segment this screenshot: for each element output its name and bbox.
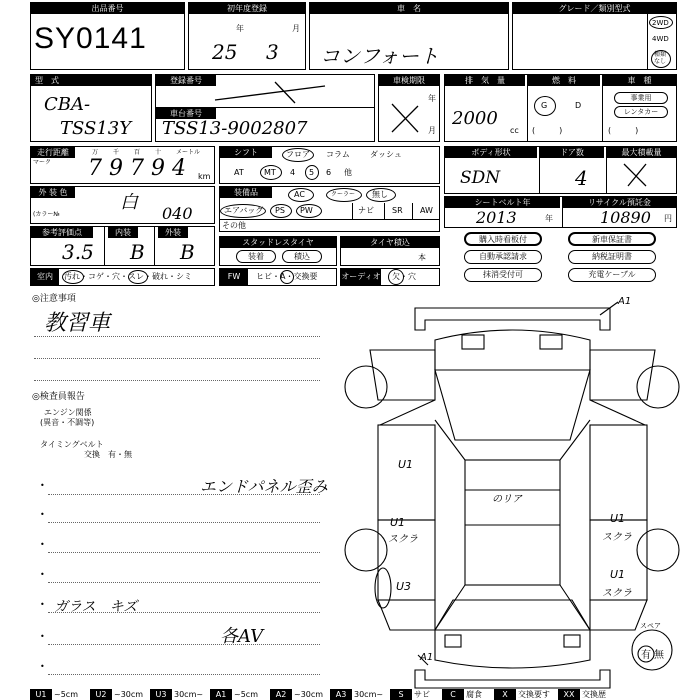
equip-pw: PW (300, 206, 313, 215)
u3-mark-oval (375, 568, 391, 608)
doors-value: 4 (575, 166, 588, 190)
inspect-line-4 (48, 582, 320, 583)
spare-label: スペア (640, 622, 661, 630)
fuel-paren: ( ) (532, 126, 563, 135)
car-type-label: 車 種 (603, 75, 676, 86)
mileage-unit-1: 千 (113, 149, 120, 156)
model-label: 型 式 (31, 75, 151, 86)
room-scuff-circle (128, 270, 148, 284)
inspect-line-6 (48, 644, 320, 645)
bullet-5: • (40, 600, 45, 609)
inspection-month-unit: 月 (428, 126, 436, 135)
equip-ac: AC (294, 190, 305, 199)
mileage-digit-3: 9 (151, 156, 165, 181)
doc-warranty: 新車保証書 (568, 232, 656, 246)
mark-right-4: スクラ (602, 588, 632, 599)
displacement-value: 2000 (452, 108, 498, 129)
mileage-digit-4: 4 (172, 156, 186, 181)
bullet-6: • (40, 632, 45, 641)
equip-cooler: クーラー (331, 191, 356, 198)
doc-purchase-sign: 購入時看板付 (464, 232, 542, 246)
body-divider-2 (606, 147, 607, 193)
audio-items: 欠・穴 (392, 272, 416, 281)
front-fender-left (370, 350, 435, 400)
body-value: SDN (460, 168, 501, 188)
car-type-paren: ( ) (608, 126, 639, 135)
reg-cross-mark (210, 78, 330, 106)
spare-circle (632, 630, 672, 670)
spare-no: 無 (654, 650, 664, 661)
doc-tax-cert: 納税証明書 (568, 250, 656, 264)
rear-fender-right (590, 600, 647, 630)
legend-value-7: 腐食 (466, 690, 482, 699)
fuel-label: 燃 料 (528, 75, 600, 86)
fuel-g: G (541, 101, 548, 110)
mark-left-mid: U1 (398, 458, 414, 471)
note-training-car: 教習車 (44, 311, 111, 336)
score-label: 参考評価点 (31, 227, 93, 238)
mileage-unit-2: 百 (134, 149, 141, 156)
seatbelt-divider (562, 197, 563, 227)
mark-right-1: U1 (610, 512, 626, 525)
legend-value-8: 交換要す (518, 690, 550, 699)
studless-mounted: 装着 (236, 250, 276, 263)
wheel-rear-left (345, 529, 387, 571)
mark-left-low-2: スクラ (388, 534, 418, 545)
fw-a-circle (280, 270, 294, 284)
mileage-unit-3: 十 (155, 149, 162, 156)
bullet-2: • (40, 510, 45, 519)
bullet-4: • (40, 570, 45, 579)
timing-label: タイミングベルト (40, 440, 104, 449)
equip-other: その他 (222, 221, 246, 230)
shift-dash: ダッシュ (370, 150, 402, 159)
km-unit: km (198, 172, 211, 181)
legend-key-2: U3 (150, 689, 172, 700)
inspection-year-unit: 年 (428, 94, 436, 103)
tail-lamp-right (564, 635, 580, 647)
rear-window (435, 600, 590, 630)
interior-label: 内装 (108, 227, 138, 238)
equip-sr: SR (392, 206, 403, 215)
interior-value: B (130, 240, 145, 264)
lot-number: SY0141 (34, 22, 147, 55)
fuel-divider-2 (602, 75, 603, 141)
inspect-line-2 (48, 522, 320, 523)
exterior-label: 外装 (158, 227, 188, 238)
car-type-rental: レンタカー (614, 106, 668, 118)
a-pillar-left (380, 400, 435, 425)
wheel-rear-right (637, 529, 679, 571)
grade-divider (647, 14, 648, 70)
mileage-mark-label: マーク (33, 159, 52, 166)
inspect-glass: ガラス キズ (54, 599, 138, 615)
drive-none: 種類 なし (654, 51, 667, 65)
mark-left-low-1: U1 (390, 516, 406, 529)
engine-label: エンジン関係 (44, 408, 92, 417)
model-value-1: CBA- (44, 94, 91, 115)
audio-missing-circle (388, 269, 404, 285)
chassis-value: TSS13-9002807 (162, 118, 308, 139)
chassis-label: 車台番号 (156, 108, 216, 119)
spare-tire-label: タイヤ積込 (341, 237, 439, 248)
mileage-digit-2: 7 (130, 156, 144, 181)
inspect-each-av: 各AV (220, 626, 264, 647)
car-type-business: 事業用 (614, 92, 668, 104)
legend-key-5: A3 (330, 689, 352, 700)
shift-label: シフト (220, 147, 272, 158)
note-line-1 (34, 336, 320, 337)
reg-divider (156, 107, 374, 108)
legend-key-9: XX (558, 689, 580, 700)
legend-value-4: ~30cm (294, 690, 324, 699)
front-door-right (590, 425, 647, 520)
doc-cancel-ok: 抹消受付可 (464, 268, 542, 282)
legend-key-3: A1 (210, 689, 232, 700)
drive-2wd: 2WD (652, 19, 669, 27)
inspect-line-5 (48, 612, 320, 613)
equip-divider-3 (412, 203, 413, 219)
notes-title: ◎注意事項 (32, 294, 76, 304)
legend-key-4: A2 (270, 689, 292, 700)
room-items: 汚れ・コゲ・穴・スレ・破れ・シミ (64, 272, 192, 281)
color-code: 040 (162, 204, 193, 223)
score-value: 3.5 (62, 240, 94, 264)
mileage-unit-4: メートル (176, 149, 201, 156)
legend-key-0: U1 (30, 689, 52, 700)
car-name-label: 車 名 (310, 3, 508, 14)
mark-right-2: スクラ (602, 532, 632, 543)
tail-lamp-left (445, 635, 461, 647)
mark-left-bottom: U3 (396, 580, 412, 593)
front-door-left (378, 425, 435, 520)
equipment-label: 装備品 (220, 187, 272, 198)
legend-key-6: S (390, 689, 412, 700)
equip-none: 無し (372, 190, 388, 199)
front-fender-right (590, 350, 655, 400)
trunk (435, 630, 590, 668)
wheel-front-right (637, 366, 679, 408)
equip-navi: ナビ (358, 206, 374, 215)
rear-bumper (415, 670, 610, 688)
mark-rear: のリア (492, 494, 522, 505)
equip-aw: AW (420, 206, 433, 215)
shift-5: 5 (309, 168, 315, 177)
bullet-7: • (40, 662, 45, 671)
studless-label: スタッドレスタイヤ (220, 237, 336, 248)
rear-fender-left (378, 600, 435, 630)
recycle-value: 10890 (600, 208, 651, 227)
hood (435, 330, 590, 370)
legend-key-1: U2 (90, 689, 112, 700)
car-diagram (340, 290, 690, 690)
windshield (435, 370, 590, 440)
equip-ps: PS (275, 206, 285, 215)
car-name: コンフォート (320, 44, 439, 68)
legend-value-0: ~5cm (54, 690, 78, 699)
seatbelt-label: シートベルト年 (445, 197, 560, 208)
spare-yes: 有 (641, 650, 651, 661)
reg-year-unit: 年 (236, 24, 244, 33)
capacity-label: 最大積載量 (607, 147, 676, 158)
shift-at: AT (234, 168, 244, 177)
capacity-cross-mark (620, 160, 650, 190)
legend-value-3: ~5cm (234, 690, 258, 699)
seatbelt-unit: 年 (545, 214, 553, 223)
inspect-line-7 (48, 674, 320, 675)
audio-label: オーディオ (341, 269, 381, 285)
mark-a1-bottom: A1 (420, 652, 434, 663)
shift-floor: フロア (286, 150, 310, 159)
inspection-cross-mark (388, 100, 422, 136)
legend-key-7: C (442, 689, 464, 700)
reg-month-unit: 月 (292, 24, 300, 33)
score-divider-2 (154, 227, 155, 265)
fw-items: ヒビ・A・交換要 (256, 272, 318, 281)
first-registration-label: 初年度登録 (189, 3, 305, 14)
color-code-label: (カラー№ (33, 211, 60, 218)
legend-value-2: 30cm~ (174, 690, 204, 699)
seatbelt-value: 2013 (476, 208, 517, 227)
drive-4wd: 4WD (652, 35, 669, 43)
legend-value-5: 30cm~ (354, 690, 384, 699)
equip-airbag: エアバッグ (224, 206, 264, 215)
shift-column: コラム (326, 150, 350, 159)
front-grille-left (462, 335, 484, 349)
shift-other: 他 (344, 168, 352, 177)
equip-divider-h (220, 219, 439, 220)
bullet-1: • (40, 481, 45, 490)
note-line-3 (34, 380, 320, 381)
doors-label: ドア数 (540, 147, 604, 158)
legend-key-8: X (494, 689, 516, 700)
legend-value-6: サビ (414, 690, 430, 699)
inspection-label: 車検期限 (379, 75, 439, 86)
body-divider-1 (539, 147, 540, 193)
mileage-label: 走行距離 (31, 147, 75, 158)
mileage-digit-0: 7 (88, 156, 102, 181)
yen-unit: 円 (664, 214, 672, 223)
cc-unit: cc (510, 126, 519, 135)
color-label: 外 装 色 (31, 187, 75, 198)
body-label: ボディ形状 (445, 147, 537, 158)
mileage-unit-0: 万 (92, 149, 99, 156)
legend-value-9: 交換歴 (582, 690, 606, 699)
spare-tire-unit: 本 (418, 253, 426, 262)
doc-auto-approval: 自動承認請求 (464, 250, 542, 264)
equip-divider-1 (352, 203, 353, 219)
grade-label: グレード／類別型式 (513, 3, 676, 14)
displacement-label: 排 気 量 (445, 75, 525, 86)
reg-year: 25 (212, 40, 238, 64)
mark-right-3: U1 (610, 568, 626, 581)
shift-4: 4 (290, 168, 296, 177)
reg-month: 3 (266, 40, 279, 64)
recycle-label: リサイクル預託金 (563, 197, 676, 208)
front-bumper (415, 308, 610, 330)
mileage-digit-1: 9 (109, 156, 123, 181)
color-value: 白 (120, 192, 138, 213)
exterior-value: B (180, 240, 195, 264)
reg-no-label: 登録番号 (156, 75, 216, 86)
score-divider-1 (104, 227, 105, 265)
room-label: 室内 (31, 269, 59, 285)
mark-a1-top: A1 (618, 296, 632, 307)
shift-mt: MT (264, 168, 276, 177)
note-line-2 (34, 358, 320, 359)
timing-opts: 交換 有・無 (84, 450, 132, 459)
fw-label: FW (220, 269, 248, 285)
wheel-front-left (345, 366, 387, 408)
room-dirt-circle (62, 270, 84, 284)
bullet-3: • (40, 540, 45, 549)
legend-value-1: ~30cm (114, 690, 144, 699)
shift-6: 6 (326, 168, 332, 177)
a-pillar-right (590, 400, 645, 425)
lot-number-label: 出品番号 (31, 3, 184, 14)
inspector-title: ◎検査員報告 (32, 392, 85, 402)
roof (465, 460, 560, 585)
studless-loaded: 積込 (282, 250, 322, 263)
equip-divider-2 (384, 203, 385, 219)
engine-sub: (異音・不調等) (40, 418, 95, 427)
inspect-end-panel: エンドパネル歪み (200, 477, 328, 496)
model-value-2: TSS13Y (60, 118, 132, 139)
fuel-divider-1 (527, 75, 528, 141)
inspect-line-3 (48, 552, 320, 553)
doc-charge-cable: 充電ケーブル (568, 268, 656, 282)
front-grille-right (540, 335, 562, 349)
fuel-d: D (575, 101, 582, 110)
